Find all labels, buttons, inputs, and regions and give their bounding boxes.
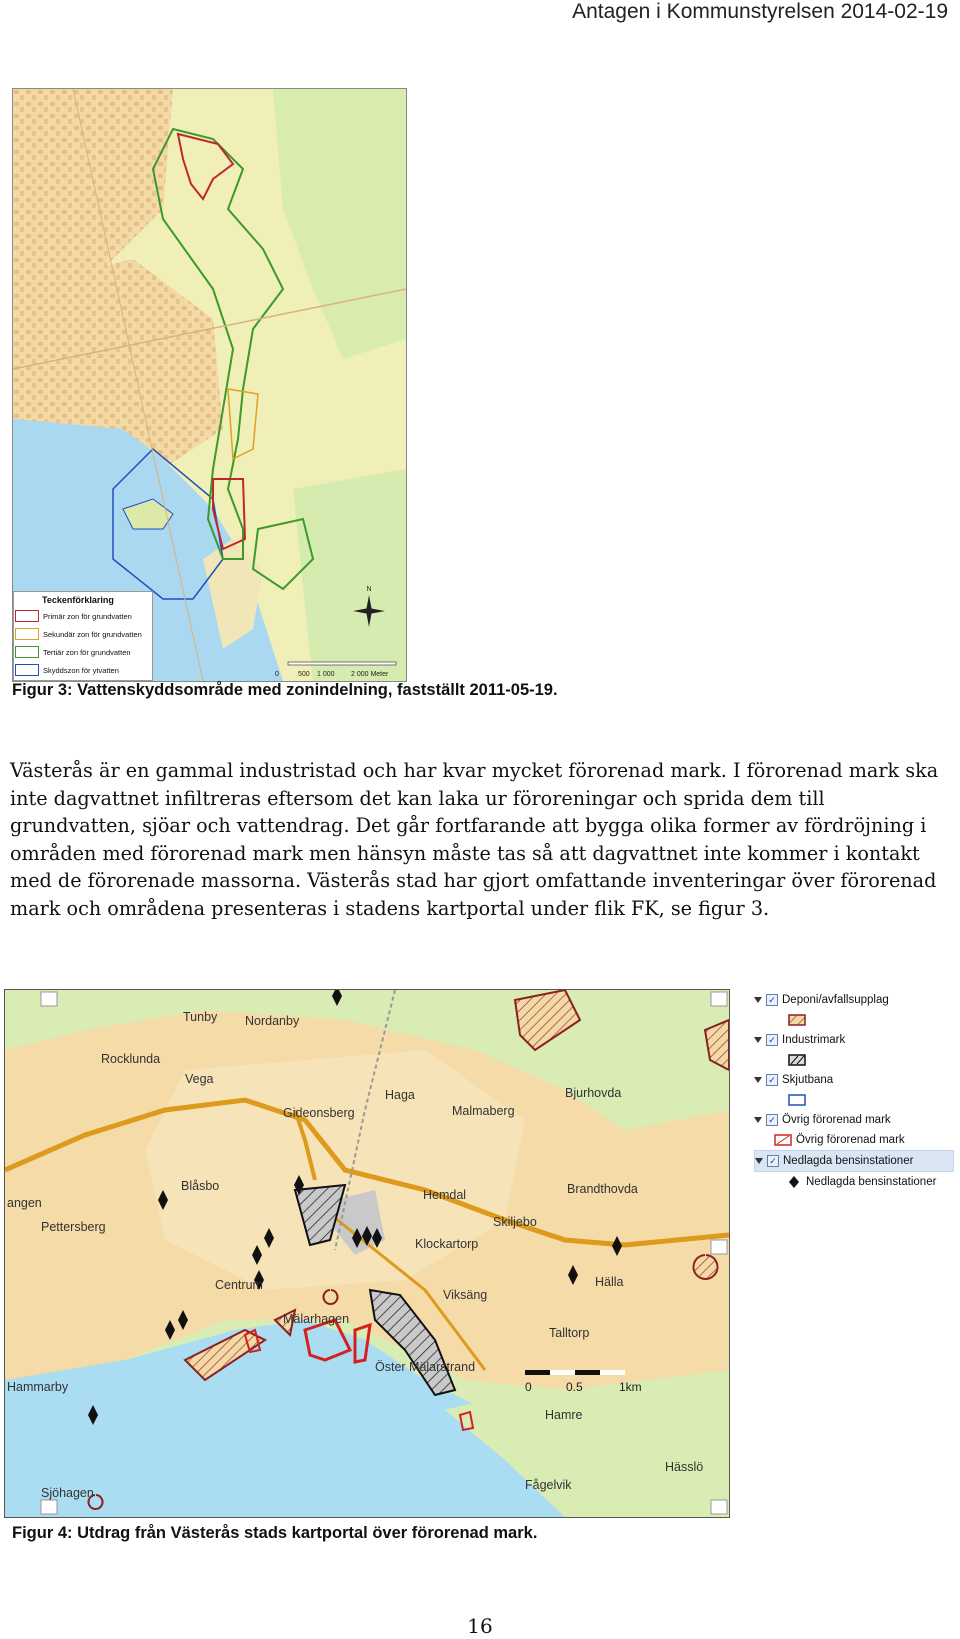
body-paragraph — [10, 757, 945, 923]
map2-scale-label: 1km — [619, 1380, 642, 1394]
layer-item-ovrig[interactable] — [754, 1110, 954, 1130]
layer-checkbox[interactable]: ✓ — [767, 1155, 779, 1167]
map-legend — [13, 591, 153, 681]
place-label: Klockartorp — [415, 1237, 479, 1251]
place-label: Hammarby — [7, 1380, 69, 1394]
page-header: Antagen i Kommunstyrelsen 2014-02-19 — [572, 0, 948, 23]
expand-triangle-icon[interactable] — [754, 1037, 762, 1043]
place-label: Malmaberg — [452, 1104, 515, 1118]
layer-sub-item-bensinstationer — [754, 1172, 954, 1192]
place-label: Mälarhagen — [283, 1312, 350, 1326]
place-label: Rocklunda — [101, 1052, 161, 1066]
map2-scale-label: 0 — [525, 1380, 532, 1394]
place-label: Tunby — [183, 1010, 218, 1024]
place-label: Pettersberg — [41, 1220, 106, 1234]
scale-label-0: 0 — [275, 671, 279, 678]
expand-triangle-icon[interactable] — [754, 997, 762, 1003]
place-label: Hamre — [545, 1408, 583, 1422]
place-label: Nordanby — [245, 1014, 300, 1028]
layer-checkbox[interactable]: ✓ — [766, 994, 778, 1006]
layer-symbol-row — [754, 1050, 954, 1070]
map2-scale-bar — [525, 1370, 625, 1375]
layer-item-deponi[interactable] — [754, 990, 954, 1010]
place-label: Haga — [385, 1088, 415, 1102]
hatch-black-symbol-icon — [788, 1054, 806, 1066]
legend-item-tertiary — [14, 643, 152, 661]
layer-item-bensinstationer[interactable] — [754, 1150, 954, 1172]
legend-item-surface-water — [14, 661, 152, 679]
expand-triangle-icon[interactable] — [755, 1158, 763, 1164]
scale-label-500: 500 — [298, 671, 310, 678]
layer-checkbox[interactable]: ✓ — [766, 1034, 778, 1046]
place-label: Blåsbo — [181, 1179, 220, 1193]
legend-label: Primär zon för grundvatten — [43, 611, 132, 621]
place-label: Hemdal — [423, 1188, 467, 1202]
water-protection-map — [12, 88, 407, 682]
place-label: angen — [7, 1196, 42, 1210]
legend-label: Sekundär zon för grundvatten — [43, 629, 142, 639]
legend-label: Skyddszon för ytvatten — [43, 665, 119, 675]
blue-outline-symbol-icon — [788, 1094, 806, 1106]
layer-checkbox[interactable]: ✓ — [766, 1074, 778, 1086]
place-label: Talltorp — [549, 1326, 590, 1340]
hatch-red-symbol-icon — [788, 1014, 806, 1026]
layer-label: Deponi/avfallsupplag — [782, 994, 889, 1006]
legend-title: Teckenförklaring — [42, 595, 114, 605]
place-label: Skiljebo — [493, 1215, 537, 1229]
layer-symbol-row — [754, 1090, 954, 1110]
place-label: Fågelvik — [525, 1478, 572, 1492]
scale-label-2000: 2 000 Meter — [351, 671, 389, 678]
place-label: Hälla — [595, 1275, 624, 1289]
layer-symbol-row — [754, 1010, 954, 1030]
layer-label: Industrimark — [782, 1034, 846, 1046]
page-number: 16 — [467, 1614, 493, 1638]
contaminated-land-map[interactable] — [4, 989, 730, 1518]
map2-scale-label: 0.5 — [566, 1380, 583, 1394]
north-label: N — [366, 586, 372, 593]
place-label: Hässlö — [665, 1460, 704, 1474]
black-diamond-icon — [788, 1175, 800, 1189]
place-label: Viksäng — [443, 1288, 488, 1302]
red-outline-symbol-icon — [774, 1134, 792, 1146]
expand-triangle-icon[interactable] — [754, 1077, 762, 1083]
layer-label: Övrig förorenad mark — [782, 1114, 891, 1126]
place-label: Brandthovda — [567, 1182, 638, 1196]
layer-checkbox[interactable]: ✓ — [766, 1114, 778, 1126]
paragraph-text: Västerås är en gammal industristad och har kvar mycket förorenad mark. I förorenad mark ska inte dagvattnet infiltreras eftersom det kan laka ur föroreningar och sprida dem till grundvatten, sjöar och vattendrag. Det går fortfarande att bygga olika former av fördröjning i områden med förorenad mark men hänsyn måste tas så att dagvattnet inte kommer i kontakt med de förorenade massorna. Västerås stad har gjort omfattande inventeringar över förorenad mark och områdena presenteras i stadens kartportal under flik FK, se figur 3. — [10, 759, 939, 920]
layer-label: Nedlagda bensinstationer — [783, 1155, 914, 1167]
place-label: Sjöhagen — [41, 1486, 94, 1500]
contaminated-land-map-svg — [5, 990, 729, 1517]
legend-item-primary — [14, 607, 152, 625]
layer-legend — [754, 990, 954, 1192]
layer-item-industrimark[interactable] — [754, 1030, 954, 1050]
layer-item-skjutbana[interactable] — [754, 1070, 954, 1090]
place-label: Bjurhovda — [565, 1086, 622, 1100]
expand-triangle-icon[interactable] — [754, 1117, 762, 1123]
figure3-caption: Figur 3: Vattenskyddsområde med zonindelning, fastställt 2011-05-19. — [12, 681, 558, 699]
layer-label: Övrig förorenad mark — [796, 1134, 905, 1146]
legend-swatch — [15, 610, 39, 622]
scale-label-1000: 1 000 — [317, 671, 335, 678]
place-label: Centrum — [215, 1278, 263, 1292]
layer-label: Nedlagda bensinstationer — [806, 1176, 937, 1188]
legend-swatch — [15, 664, 39, 676]
legend-swatch — [15, 628, 39, 640]
legend-item-secondary — [14, 625, 152, 643]
place-label: Vega — [185, 1072, 214, 1086]
legend-label: Tertiär zon för grundvatten — [43, 647, 131, 657]
place-label: Öster Mälarstrand — [375, 1360, 476, 1374]
layer-label: Skjutbana — [782, 1074, 834, 1086]
layer-sub-item-ovrig[interactable] — [754, 1130, 954, 1150]
figure4-caption: Figur 4: Utdrag från Västerås stads kartportal över förorenad mark. — [12, 1524, 538, 1542]
legend-swatch — [15, 646, 39, 658]
place-label: Gideonsberg — [283, 1106, 355, 1120]
